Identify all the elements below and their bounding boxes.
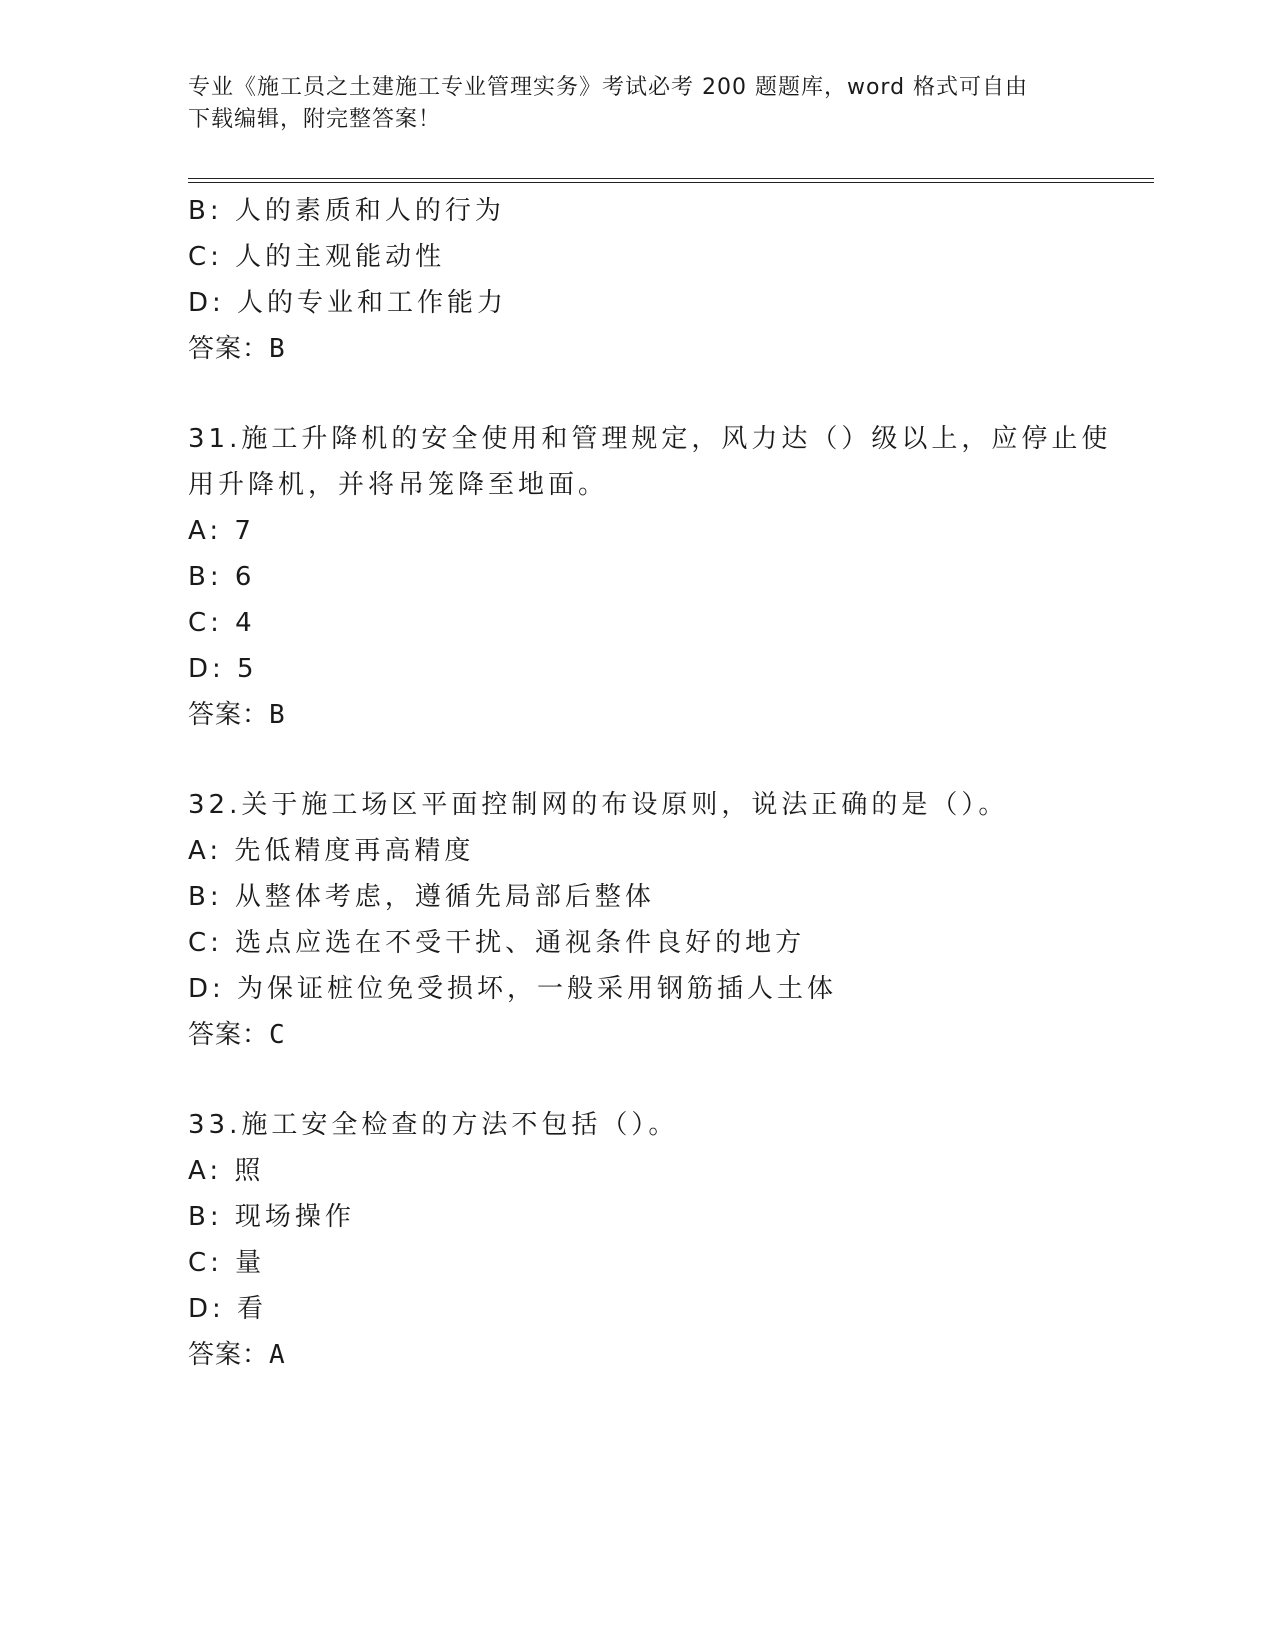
option-a: A: 7 xyxy=(188,516,255,546)
option-c: C: 人的主观能动性 xyxy=(188,242,446,272)
answer-line: 答案：A xyxy=(188,1340,286,1370)
question-33-block xyxy=(188,1102,1088,1378)
answer-line: 答案：C xyxy=(188,1020,286,1050)
option-b: B: 从整体考虑，遵循先局部后整体 xyxy=(188,882,655,912)
spacer xyxy=(188,1058,1088,1102)
option-d: D: 看 xyxy=(188,1294,268,1324)
question-31-block xyxy=(188,416,1112,738)
option-d: D: 人的专业和工作能力 xyxy=(188,288,508,318)
option-a: A: 先低精度再高精度 xyxy=(188,836,475,866)
answer-line: 答案：B xyxy=(188,700,286,730)
question-32-block xyxy=(188,782,1088,1058)
question-stem-line-2: 用升降机，并将吊笼降至地面。 xyxy=(188,470,609,500)
option-c: C: 4 xyxy=(188,608,256,638)
document-header xyxy=(188,72,1088,136)
header-line-2: 下载编辑，附完整答案！ xyxy=(188,107,442,132)
question-stem-line-1: 31.施工升降机的安全使用和管理规定，风力达（）级以上，应停止使 xyxy=(188,424,1112,454)
option-d: D: 为保证桩位免受损坏，一般采用钢筋插人土体 xyxy=(188,974,838,1004)
previous-question-block xyxy=(188,188,1088,372)
spacer xyxy=(188,738,1088,782)
answer-line: 答案：B xyxy=(188,334,286,364)
header-double-rule xyxy=(188,178,1154,183)
option-b: B: 6 xyxy=(188,562,256,592)
question-stem: 32.关于施工场区平面控制网的布设原则，说法正确的是（）。 xyxy=(188,790,1009,820)
question-stem: 33.施工安全检查的方法不包括（）。 xyxy=(188,1110,679,1140)
spacer xyxy=(188,372,1088,416)
option-b: B: 人的素质和人的行为 xyxy=(188,196,505,226)
header-line-1: 专业《施工员之土建施工专业管理实务》考试必考 200 题题库，word 格式可自由 xyxy=(188,75,1029,100)
option-c: C: 选点应选在不受干扰、通视条件良好的地方 xyxy=(188,928,806,958)
option-b: B: 现场操作 xyxy=(188,1202,355,1232)
question-content xyxy=(188,188,1112,1378)
option-a: A: 照 xyxy=(188,1156,265,1186)
option-d: D: 5 xyxy=(188,654,258,684)
option-c: C: 量 xyxy=(188,1248,266,1278)
